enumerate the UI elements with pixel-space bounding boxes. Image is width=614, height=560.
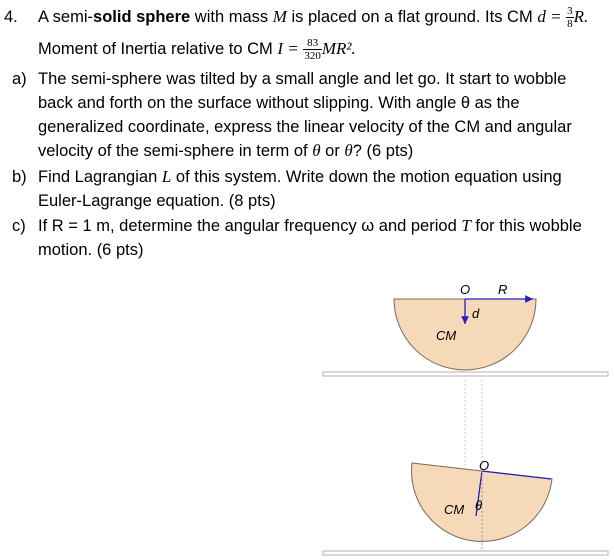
period-symbol: T <box>461 216 471 235</box>
part-b-label: b) <box>12 168 27 186</box>
theta-symbol: θ <box>312 141 321 160</box>
lagrangian-symbol: L <box>161 167 172 186</box>
intro-text-2: with mass <box>190 8 273 26</box>
intro-text-1: A semi- <box>38 8 94 26</box>
part-a-line-1: The semi-sphere was tilted by a small angle and let go. It start to wobble <box>38 70 567 88</box>
label-R-top: R <box>498 282 508 297</box>
part-a-last-pre: velocity of the semi-sphere in term of <box>38 142 313 160</box>
problem-number: 4. <box>4 8 18 26</box>
cm-expression: d = <box>537 7 562 26</box>
moi-frac-num: 83 <box>303 38 322 50</box>
moi-expression: I = <box>277 39 299 58</box>
part-b-pre: Find Lagrangian <box>38 168 162 186</box>
moi-frac-den: 320 <box>304 49 321 62</box>
ground-top <box>323 372 608 376</box>
part-c-pre: If R = 1 m, determine the angular frequency ω and period <box>38 217 462 235</box>
part-b-post: of this system. Write down the motion equation using <box>171 168 562 186</box>
mass-symbol: M <box>272 7 287 26</box>
cm-R: R. <box>573 7 589 26</box>
part-a-or: or <box>320 142 345 160</box>
part-a-line-3: generalized coordinate, express the linear velocity of the CM and angular <box>38 118 572 136</box>
moi-label: Moment of Inertia relative to CM <box>38 40 278 58</box>
intro-bold: solid sphere <box>93 8 191 26</box>
label-CM-top: CM <box>436 328 457 343</box>
label-theta-bottom: θ <box>475 498 483 513</box>
part-c-line-2: motion. (6 pts) <box>38 241 144 259</box>
part-a-label: a) <box>12 70 27 88</box>
part-b-line-2: Euler-Lagrange equation. (8 pts) <box>38 192 276 210</box>
part-c-label: c) <box>12 217 26 235</box>
label-d-top: d <box>472 306 480 321</box>
intro-text-3: is placed on a flat ground. Its CM <box>286 8 538 26</box>
theta-dot-symbol: θ̇ <box>344 141 353 160</box>
cm-frac-num: 3 <box>567 4 573 17</box>
label-O-bottom: O <box>479 458 490 473</box>
cm-frac-den: 8 <box>567 17 573 30</box>
moi-tail: MR². <box>321 39 356 58</box>
part-a-last-post: ? (6 pts) <box>352 142 414 160</box>
part-c-post: for this wobble <box>470 217 582 235</box>
label-CM-bottom: CM <box>444 502 465 517</box>
part-a-line-2: back and forth on the surface without slipping. With angle θ as the <box>38 94 520 112</box>
ground-bottom <box>323 551 608 555</box>
label-O-top: O <box>460 282 471 297</box>
